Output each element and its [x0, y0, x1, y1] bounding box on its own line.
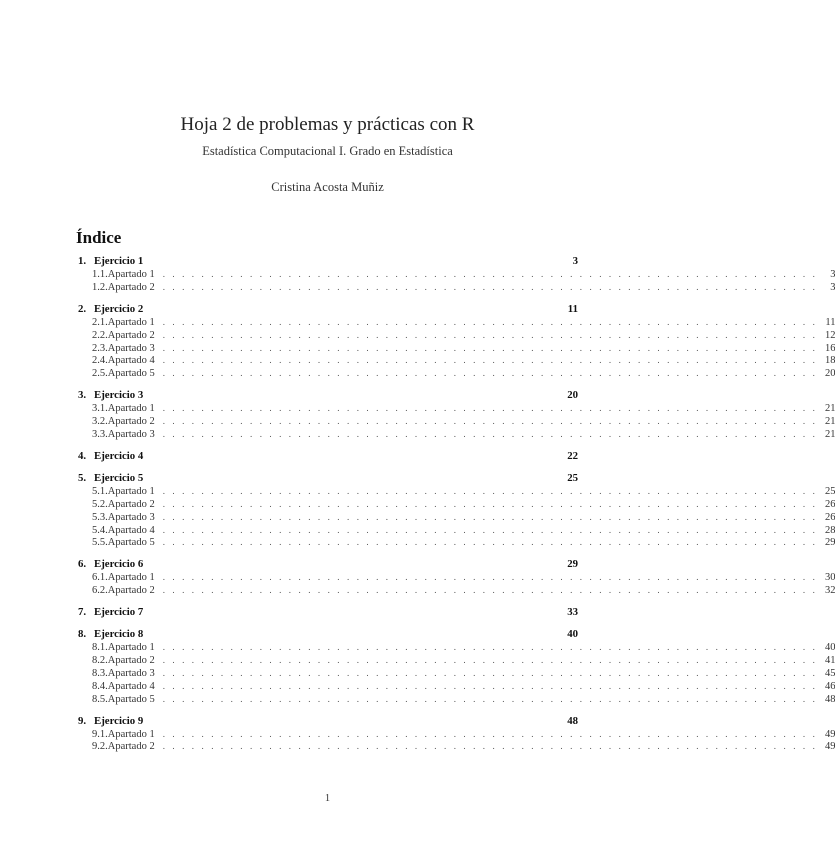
toc-subsection-label: Apartado 2 [107, 281, 155, 293]
toc-subsection-page: 29 [824, 537, 835, 549]
toc-section-label: Ejercicio 6 [94, 558, 144, 571]
toc-subsection-label: Apartado 5 [107, 368, 155, 380]
toc-subsection-number: 8.5. [92, 693, 108, 705]
toc-subsection-label: Apartado 3 [107, 511, 155, 523]
toc-subsection-label: Apartado 2 [107, 741, 155, 753]
toc-subsection-number: 3.2. [92, 416, 108, 428]
toc-dot-leader: . . . . . . . . . . . . . . . . . . . . . . . . . . . . . . . . . . . . . . . . . . . . . . . . . . . . . . . . . . . . . . . . . . . . [162, 511, 818, 522]
toc-entry-subsection[interactable] [78, 667, 835, 680]
toc-subsection-number: 8.2. [92, 655, 108, 667]
toc-dot-leader: . . . . . . . . . . . . . . . . . . . . . . . . . . . . . . . . . . . . . . . . . . . . . . . . . . . . . . . . . . . . . . . . . . . . [162, 281, 818, 292]
toc-subsection-number: 6.2. [92, 585, 108, 597]
toc-subsection-label: Apartado 3 [107, 667, 155, 679]
toc-subsection-page: 30 [824, 572, 835, 584]
toc-subsection-number: 5.5. [92, 537, 108, 549]
toc-subsection-label: Apartado 4 [107, 680, 155, 692]
toc-section-page: 3 [572, 255, 578, 267]
toc-section [78, 449, 578, 463]
toc-subsection-page: 18 [824, 355, 835, 367]
toc-subsection-number: 1.2. [92, 281, 108, 293]
toc-entry-subsection[interactable] [78, 536, 835, 549]
toc-section-number: 1. [78, 255, 87, 267]
toc-entry-section[interactable] [78, 627, 578, 641]
toc-subsection-page: 45 [824, 667, 835, 679]
toc-subsection-page: 21 [824, 403, 835, 415]
toc-entry-subsection[interactable] [78, 571, 835, 584]
toc-heading: Índice [76, 228, 122, 247]
toc-dot-leader: . . . . . . . . . . . . . . . . . . . . . . . . . . . . . . . . . . . . . . . . . . . . . . . . . . . . . . . . . . . . . . . . . . . . [162, 342, 818, 353]
toc-entry-subsection[interactable] [78, 654, 835, 667]
toc-subsection-number: 5.3. [92, 511, 108, 523]
toc-subsection-number: 1.1. [92, 269, 108, 280]
toc-entry-section[interactable] [78, 557, 578, 571]
toc-subsection-page: 25 [824, 485, 835, 497]
toc-subsection-page: 26 [824, 511, 835, 523]
toc-entry-subsection[interactable] [78, 485, 835, 498]
toc-subsection-page: 41 [824, 655, 835, 667]
toc-section-number: 4. [78, 449, 87, 462]
toc-subsection-number: 2.3. [92, 342, 108, 354]
toc-dot-leader: . . . . . . . . . . . . . . . . . . . . . . . . . . . . . . . . . . . . . . . . . . . . . . . . . . . . . . . . . . . . . . . . . . . . [162, 524, 818, 535]
toc-entry-section[interactable] [78, 254, 578, 268]
toc-subsection-label: Apartado 2 [107, 416, 155, 428]
toc-subsection-number: 2.1. [92, 316, 108, 328]
toc-dot-leader: . . . . . . . . . . . . . . . . . . . . . . . . . . . . . . . . . . . . . . . . . . . . . . . . . . . . . . . . . . . . . . . . . . . . [162, 655, 818, 666]
toc-section-label: Ejercicio 9 [94, 714, 144, 727]
toc-subsection-number: 8.4. [92, 680, 108, 692]
toc-subsection-page: 3 [830, 269, 835, 280]
toc-entry-subsection[interactable] [78, 498, 835, 511]
toc-entry-subsection[interactable] [78, 680, 835, 693]
toc-section [78, 388, 835, 441]
toc-section [78, 557, 835, 597]
toc-dot-leader: . . . . . . . . . . . . . . . . . . . . . . . . . . . . . . . . . . . . . . . . . . . . . . . . . . . . . . . . . . . . . . . . . . . . [162, 585, 818, 596]
toc-dot-leader: . . . . . . . . . . . . . . . . . . . . . . . . . . . . . . . . . . . . . . . . . . . . . . . . . . . . . . . . . . . . . . . . . . . . [162, 316, 818, 327]
toc-entry-subsection[interactable] [78, 524, 835, 537]
toc-entry-section[interactable] [78, 449, 578, 463]
toc-subsection-label: Apartado 2 [107, 498, 155, 510]
toc-subsection-page: 48 [824, 693, 835, 705]
toc-dot-leader: . . . . . . . . . . . . . . . . . . . . . . . . . . . . . . . . . . . . . . . . . . . . . . . . . . . . . . . . . . . . . . . . . . . . [162, 355, 818, 366]
toc-section-label: Ejercicio 8 [94, 628, 144, 641]
toc-section-page: 22 [567, 449, 578, 462]
toc-dot-leader: . . . . . . . . . . . . . . . . . . . . . . . . . . . . . . . . . . . . . . . . . . . . . . . . . . . . . . . . . . . . . . . . . . . . [162, 693, 818, 704]
toc-subsection-number: 2.5. [92, 368, 108, 380]
toc-entry-subsection[interactable] [78, 693, 835, 706]
toc-subsection-page: 32 [824, 585, 835, 597]
toc-entry-subsection[interactable] [78, 415, 835, 428]
toc-subsection-page: 21 [824, 416, 835, 428]
toc-subsection-label: Apartado 1 [107, 316, 155, 328]
toc-section-number: 2. [78, 302, 87, 315]
toc-subsection-number: 3.3. [92, 429, 108, 441]
toc-entry-subsection[interactable] [78, 281, 835, 294]
toc-dot-leader: . . . . . . . . . . . . . . . . . . . . . . . . . . . . . . . . . . . . . . . . . . . . . . . . . . . . . . . . . . . . . . . . . . . . [162, 403, 818, 414]
toc-dot-leader: . . . . . . . . . . . . . . . . . . . . . . . . . . . . . . . . . . . . . . . . . . . . . . . . . . . . . . . . . . . . . . . . . . . . [162, 680, 818, 691]
toc-dot-leader: . . . . . . . . . . . . . . . . . . . . . . . . . . . . . . . . . . . . . . . . . . . . . . . . . . . . . . . . . . . . . . . . . . . . [162, 667, 818, 678]
toc-entry-subsection[interactable] [78, 728, 835, 741]
toc-subsection-label: Apartado 5 [107, 693, 155, 705]
toc-subsection-label: Apartado 1 [107, 485, 155, 497]
toc-subsection-number: 5.2. [92, 498, 108, 510]
toc-subsection-number: 5.4. [92, 524, 108, 536]
toc-subsection-number: 6.1. [92, 572, 108, 584]
toc-subsection-number: 8.3. [92, 667, 108, 679]
toc-subsection-label: Apartado 2 [107, 585, 155, 597]
table-of-contents [78, 254, 835, 761]
toc-dot-leader: . . . . . . . . . . . . . . . . . . . . . . . . . . . . . . . . . . . . . . . . . . . . . . . . . . . . . . . . . . . . . . . . . . . . [162, 368, 818, 379]
toc-section-page: 48 [567, 714, 578, 727]
document-author: Cristina Acosta Muñiz [271, 180, 384, 194]
toc-subsection-number: 9.1. [92, 728, 108, 740]
toc-dot-leader: . . . . . . . . . . . . . . . . . . . . . . . . . . . . . . . . . . . . . . . . . . . . . . . . . . . . . . . . . . . . . . . . . . . . [162, 485, 818, 496]
toc-subsection-number: 2.4. [92, 355, 108, 367]
toc-subsection-label: Apartado 1 [107, 269, 155, 280]
toc-subsection-page: 49 [824, 741, 835, 753]
toc-subsection-label: Apartado 1 [107, 642, 155, 654]
toc-subsection-label: Apartado 5 [107, 537, 155, 549]
toc-entry-subsection[interactable] [78, 354, 835, 367]
toc-entry-subsection[interactable] [78, 329, 835, 342]
toc-subsection-label: Apartado 2 [107, 655, 155, 667]
toc-entry-section[interactable] [78, 388, 578, 402]
toc-entry-subsection[interactable] [78, 428, 835, 441]
toc-subsection-page: 26 [824, 498, 835, 510]
toc-entry-section[interactable] [78, 714, 578, 728]
toc-subsection-number: 3.1. [92, 403, 108, 415]
toc-section [78, 627, 835, 705]
toc-section-page: 40 [567, 628, 578, 641]
toc-section-page: 11 [567, 302, 578, 315]
toc-subsection-page: 49 [824, 728, 835, 740]
toc-entry-section[interactable] [78, 302, 578, 316]
toc-section-number: 8. [78, 628, 87, 641]
page-number: 1 [324, 793, 331, 804]
toc-subsection-page: 3 [830, 281, 835, 293]
toc-subsection-number: 9.2. [92, 741, 108, 753]
toc-subsection-label: Apartado 2 [107, 329, 155, 341]
toc-subsection-page: 28 [824, 524, 835, 536]
toc-subsection-label: Apartado 3 [107, 429, 155, 441]
toc-section-label: Ejercicio 3 [94, 389, 144, 402]
toc-section [78, 714, 835, 754]
toc-dot-leader: . . . . . . . . . . . . . . . . . . . . . . . . . . . . . . . . . . . . . . . . . . . . . . . . . . . . . . . . . . . . . . . . . . . . [162, 329, 818, 340]
toc-subsection-number: 8.1. [92, 642, 108, 654]
toc-section-number: 7. [78, 606, 87, 619]
toc-dot-leader: . . . . . . . . . . . . . . . . . . . . . . . . . . . . . . . . . . . . . . . . . . . . . . . . . . . . . . . . . . . . . . . . . . . . [162, 572, 818, 583]
toc-subsection-label: Apartado 4 [107, 524, 155, 536]
toc-entry-subsection[interactable] [78, 641, 835, 654]
toc-subsection-page: 21 [824, 429, 835, 441]
toc-section-label: Ejercicio 4 [94, 449, 144, 462]
toc-section-page: 25 [567, 471, 578, 484]
toc-dot-leader: . . . . . . . . . . . . . . . . . . . . . . . . . . . . . . . . . . . . . . . . . . . . . . . . . . . . . . . . . . . . . . . . . . . . [162, 537, 818, 548]
toc-section [78, 605, 578, 619]
toc-entry-section[interactable] [78, 605, 578, 619]
toc-entry-subsection[interactable] [78, 367, 835, 380]
toc-dot-leader: . . . . . . . . . . . . . . . . . . . . . . . . . . . . . . . . . . . . . . . . . . . . . . . . . . . . . . . . . . . . . . . . . . . . [162, 269, 818, 279]
toc-section-page: 29 [567, 558, 578, 571]
toc-subsection-label: Apartado 3 [107, 342, 155, 354]
toc-section-number: 5. [78, 471, 87, 484]
toc-section [78, 254, 835, 294]
toc-section-label: Ejercicio 1 [94, 255, 144, 267]
document-title: Hoja 2 de problemas y prácticas con R [180, 114, 475, 135]
toc-dot-leader: . . . . . . . . . . . . . . . . . . . . . . . . . . . . . . . . . . . . . . . . . . . . . . . . . . . . . . . . . . . . . . . . . . . . [162, 741, 818, 752]
toc-section-number: 3. [78, 389, 87, 402]
toc-subsection-label: Apartado 1 [107, 728, 155, 740]
toc-dot-leader: . . . . . . . . . . . . . . . . . . . . . . . . . . . . . . . . . . . . . . . . . . . . . . . . . . . . . . . . . . . . . . . . . . . . [162, 429, 818, 440]
toc-entry-subsection[interactable] [78, 511, 835, 524]
toc-section-page: 33 [567, 606, 578, 619]
toc-subsection-page: 46 [824, 680, 835, 692]
toc-section-label: Ejercicio 7 [94, 606, 144, 619]
toc-section [78, 302, 835, 380]
toc-subsection-label: Apartado 1 [107, 572, 155, 584]
toc-dot-leader: . . . . . . . . . . . . . . . . . . . . . . . . . . . . . . . . . . . . . . . . . . . . . . . . . . . . . . . . . . . . . . . . . . . . [162, 416, 818, 427]
toc-subsection-label: Apartado 4 [107, 355, 155, 367]
toc-entry-subsection[interactable] [78, 342, 835, 355]
toc-subsection-page: 11 [825, 316, 835, 328]
toc-subsection-page: 12 [824, 329, 835, 341]
toc-subsection-number: 5.1. [92, 485, 108, 497]
toc-entry-subsection[interactable] [78, 584, 835, 597]
toc-subsection-label: Apartado 1 [107, 403, 155, 415]
toc-subsection-page: 16 [824, 342, 835, 354]
toc-subsection-page: 20 [824, 368, 835, 380]
toc-section [78, 471, 835, 549]
toc-section-label: Ejercicio 5 [94, 471, 144, 484]
toc-entry-subsection[interactable] [78, 402, 835, 415]
toc-entry-subsection[interactable] [78, 740, 835, 753]
toc-section-label: Ejercicio 2 [94, 302, 144, 315]
toc-dot-leader: . . . . . . . . . . . . . . . . . . . . . . . . . . . . . . . . . . . . . . . . . . . . . . . . . . . . . . . . . . . . . . . . . . . . [162, 498, 818, 509]
toc-entry-subsection[interactable] [78, 268, 835, 281]
toc-section-number: 6. [78, 558, 87, 571]
toc-subsection-number: 2.2. [92, 329, 108, 341]
toc-subsection-page: 40 [824, 642, 835, 654]
toc-dot-leader: . . . . . . . . . . . . . . . . . . . . . . . . . . . . . . . . . . . . . . . . . . . . . . . . . . . . . . . . . . . . . . . . . . . . [162, 728, 818, 739]
toc-section-number: 9. [78, 714, 87, 727]
toc-entry-section[interactable] [78, 471, 578, 485]
document-subtitle: Estadística Computacional I. Grado en Estadística [202, 144, 453, 158]
toc-dot-leader: . . . . . . . . . . . . . . . . . . . . . . . . . . . . . . . . . . . . . . . . . . . . . . . . . . . . . . . . . . . . . . . . . . . . [162, 642, 818, 653]
toc-entry-subsection[interactable] [78, 316, 835, 329]
toc-section-page: 20 [567, 389, 578, 402]
